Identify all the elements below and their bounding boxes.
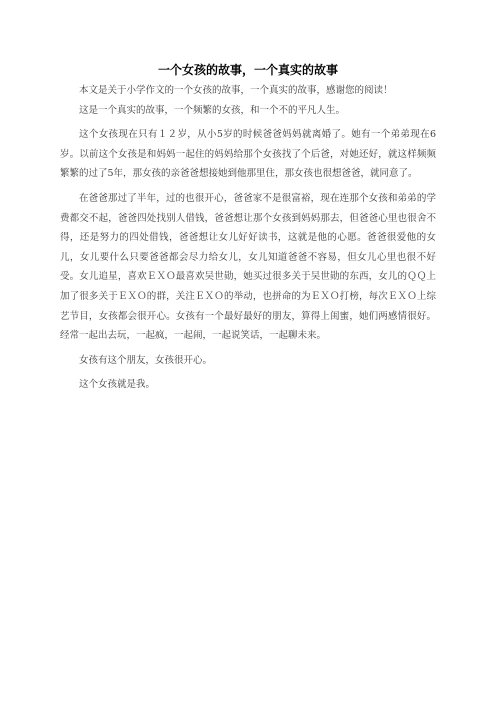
paragraph-opening: 这是一个真实的故事，一个频繁的女孩，和一个不的平凡人生。 (79, 104, 346, 116)
document-body (60, 62, 436, 400)
paragraph-father: 在爸爸那过了半年，过的也很开心，爸爸家不是很富裕，现在连那个女孩和弟弟的学费都交不起，爸爸四处找别人借钱，爸爸想让那个女孩到妈妈那去，但爸爸心里也很舍不得，还是努力的四处借钱，爸爸想让女儿好好读书，这就是他的心愿。爸爸很爱他的女儿，女儿要什么只要爸爸都会尽力给女儿，女儿知道爸爸不容易，但女儿心里也很不好受。女儿追星，喜欢ＥＸＯ最喜欢吴世勋，她买过很多关于吴世勋的东西，女儿的ＱＱ上加了很多关于ＥＸＯ的群，关注ＥＸＯ的举动，也拼命的为ＥＸＯ打榜，每次ＥＸＯ上综艺节目，女孩都会很开心。女孩有一个最好最好的朋友，算得上闺蜜，她们两感情很好。经常一起出去玩，一起疯，一起闹，一起说笑话，一起聊未来。 (60, 192, 436, 342)
paragraph-family: 这个女孩现在只有１２岁，从小5岁的时候爸爸妈妈就离婚了。她有一个弟弟现在6岁。以前这个女孩是和妈妈一起住的妈妈给那个女孩找了个后爸，对她还好，就这样频频繁繁的过了5年，那女孩的亲爸爸想接她到他那里住，那女孩也很想爸爸，就同意了。 (60, 129, 436, 180)
document-title: 一个女孩的故事，一个真实的故事 (157, 63, 338, 77)
paragraph-intro: 本文是关于小学作文的一个女孩的故事，一个真实的故事，感谢您的阅读！ (79, 85, 393, 96)
paragraph-friend: 女孩有这个朋友，女孩很开心。 (79, 354, 213, 366)
paragraph-ending: 这个女孩就是我。 (79, 379, 156, 391)
